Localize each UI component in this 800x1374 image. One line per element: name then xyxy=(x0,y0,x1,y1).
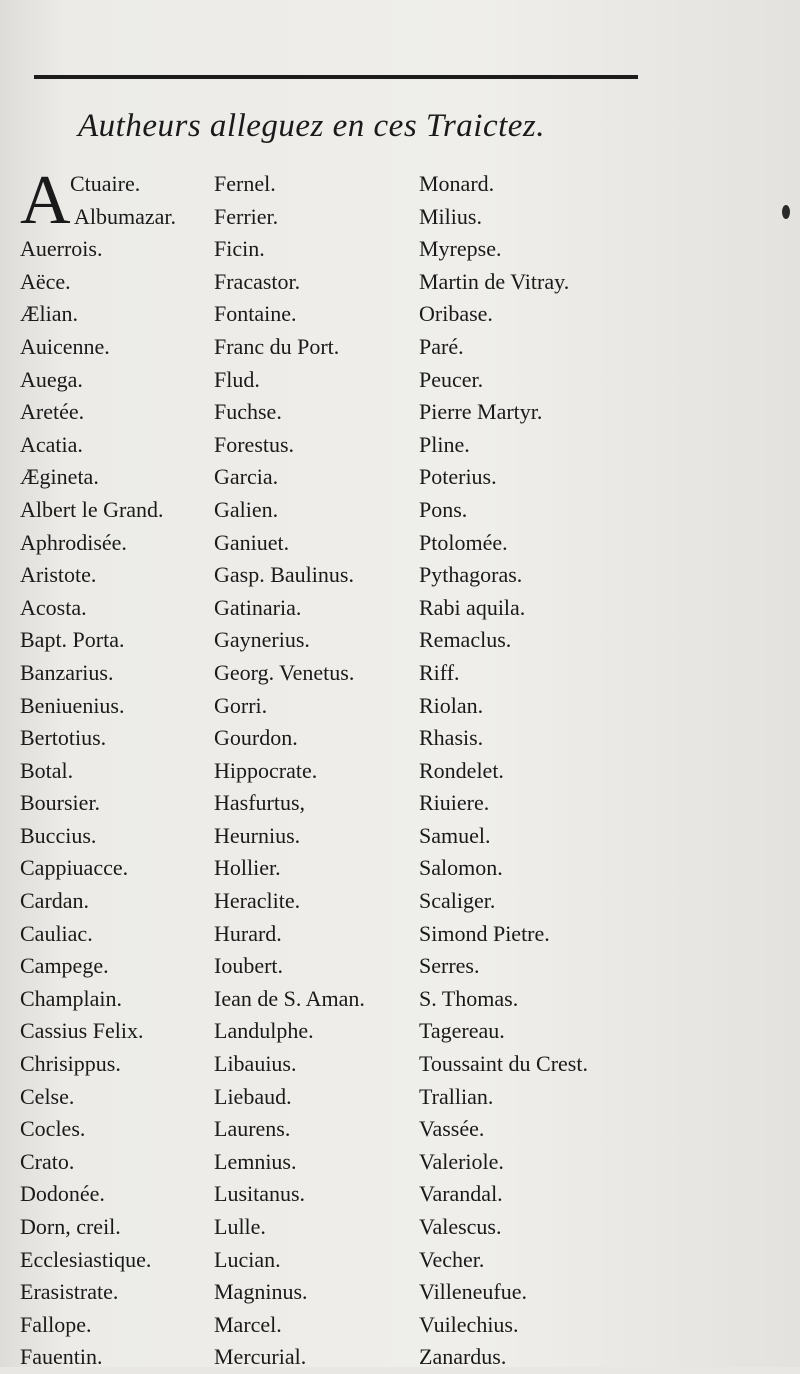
author-entry: Marcel. xyxy=(214,1311,282,1337)
author-entry: Lucian. xyxy=(214,1246,281,1272)
author-entry: Acosta. xyxy=(20,594,87,620)
author-entry: Albert le Grand. xyxy=(20,496,164,522)
author-entry: Boursier. xyxy=(20,790,101,816)
author-entry: Pierre Martyr. xyxy=(419,399,543,425)
author-entry: Beniuenius. xyxy=(20,692,125,718)
author-entry: Monard. xyxy=(419,171,495,196)
author-entry: Gatinaria. xyxy=(214,594,302,620)
author-entry: Celse. xyxy=(20,1083,75,1109)
author-entry: Rhasis. xyxy=(419,725,484,751)
author-entry: Riuiere. xyxy=(419,790,490,816)
author-entry: Franc du Port. xyxy=(214,333,340,359)
author-entry: Zanardus. xyxy=(419,1344,507,1370)
author-entry: Ptolomée. xyxy=(419,529,508,555)
author-entry: Ganiuet. xyxy=(214,529,290,555)
author-entry: Iean de S. Aman. xyxy=(214,985,365,1011)
author-entry: Pythagoras. xyxy=(419,562,523,588)
author-entry: Fontaine. xyxy=(214,301,297,327)
author-entry: Valescus. xyxy=(419,1214,502,1239)
author-entry: Champlain. xyxy=(20,985,123,1011)
author-entry: Galien. xyxy=(214,496,279,522)
author-entry: S. Thomas. xyxy=(419,985,519,1011)
author-entry: Pline. xyxy=(419,431,470,457)
author-entry: Aristote. xyxy=(20,562,97,588)
author-entry: Erasistrate. xyxy=(20,1279,119,1305)
author-entry: Buccius. xyxy=(20,822,97,848)
author-entry: Poterius. xyxy=(419,464,497,490)
author-entry: Riolan. xyxy=(419,692,484,718)
author-entry: Rondelet. xyxy=(419,757,504,783)
page-title: Autheurs alleguez en ces Traictez. xyxy=(78,108,546,144)
author-entry: Ægineta. xyxy=(20,464,99,490)
author-column-2 xyxy=(214,168,424,1374)
author-entry: Lusitanus. xyxy=(214,1181,306,1207)
author-entry: Serres. xyxy=(419,953,480,979)
dropcap-entry-1: Ctuaire. xyxy=(70,171,141,196)
author-entry: Fallope. xyxy=(20,1311,92,1337)
author-entry: Hurard. xyxy=(214,920,282,946)
ink-smudge xyxy=(782,205,790,219)
author-entry: Libauius. xyxy=(214,1051,297,1077)
author-entry: Pons. xyxy=(419,496,468,522)
author-entry: Bapt. Porta. xyxy=(20,627,125,653)
author-entry: Ferrier. xyxy=(214,203,279,229)
author-entry: Villeneufue. xyxy=(419,1279,528,1305)
author-entry: Milius. xyxy=(419,203,482,229)
author-entry: Aëce. xyxy=(20,268,71,294)
author-entry: Banzarius. xyxy=(20,659,114,685)
author-entry: Cauliac. xyxy=(20,920,93,946)
author-entry: Hasfurtus, xyxy=(214,790,306,816)
author-entry: Myrepse. xyxy=(419,236,502,262)
author-entry: Cocles. xyxy=(20,1116,86,1142)
author-entry: Heurnius. xyxy=(214,822,301,848)
author-entry: Flud. xyxy=(214,366,260,392)
author-entry: Trallian. xyxy=(419,1083,494,1109)
author-entry: Hippocrate. xyxy=(214,757,318,783)
author-entry: Rabi aquila. xyxy=(419,594,526,620)
dropcap-letter: A xyxy=(20,162,71,239)
author-entry: Samuel. xyxy=(419,822,491,848)
author-entry: Hollier. xyxy=(214,855,281,881)
author-entry: Fracastor. xyxy=(214,268,301,294)
author-entry: Auega. xyxy=(20,366,83,392)
author-entry: Simond Pietre. xyxy=(419,920,550,946)
author-entry: Martin de Vitray. xyxy=(419,268,570,294)
author-entry: Ecclesiastique. xyxy=(20,1246,152,1272)
author-entry: Vassée. xyxy=(419,1116,485,1142)
author-entry: Cassius Felix. xyxy=(20,1018,144,1044)
author-entry: Tagereau. xyxy=(419,1018,505,1044)
header-rule xyxy=(34,75,638,79)
dropcap-entry-2: Albumazar. xyxy=(74,203,177,229)
author-entry: Landulphe. xyxy=(214,1018,314,1044)
author-entry: Chrisippus. xyxy=(20,1051,121,1077)
author-entry: Remaclus. xyxy=(419,627,512,653)
author-column-3 xyxy=(419,168,659,1374)
author-entry: Ficin. xyxy=(214,236,265,262)
author-entry: Cardan. xyxy=(20,888,90,914)
author-entry: Salomon. xyxy=(419,855,503,881)
author-entry: Toussaint du Crest. xyxy=(419,1051,588,1077)
author-entry: Forestus. xyxy=(214,431,295,457)
author-entry: Auerrois. xyxy=(20,236,103,262)
author-entry: Gasp. Baulinus. xyxy=(214,562,354,588)
author-column-1 xyxy=(20,162,215,1374)
author-entry: Fernel. xyxy=(214,171,276,196)
author-entry: Gaynerius. xyxy=(214,627,310,653)
author-entry: Fauentin. xyxy=(20,1344,103,1370)
author-entry: Gourdon. xyxy=(214,725,298,751)
author-entry: Valeriole. xyxy=(419,1148,504,1174)
author-entry: Vecher. xyxy=(419,1246,485,1272)
author-entry: Lemnius. xyxy=(214,1148,297,1174)
author-entry: Bertotius. xyxy=(20,725,107,751)
author-entry: Georg. Venetus. xyxy=(214,659,355,685)
author-entry: Aretée. xyxy=(20,399,85,425)
author-entry: Magninus. xyxy=(214,1279,308,1305)
author-entry: Ælian. xyxy=(20,301,79,327)
author-entry: Mercurial. xyxy=(214,1344,307,1370)
author-entry: Aphrodisée. xyxy=(20,529,127,555)
author-entry: Gorri. xyxy=(214,692,268,718)
author-entry: Lulle. xyxy=(214,1214,266,1239)
author-entry: Campege. xyxy=(20,953,109,979)
author-entry: Liebaud. xyxy=(214,1083,292,1109)
author-entry: Cappiuacce. xyxy=(20,855,129,881)
author-entry: Vuilechius. xyxy=(419,1311,519,1337)
author-entry: Dorn, creil. xyxy=(20,1214,121,1239)
author-entry: Dodonée. xyxy=(20,1181,105,1207)
author-entry: Crato. xyxy=(20,1148,75,1174)
author-entry: Laurens. xyxy=(214,1116,291,1142)
author-entry: Botal. xyxy=(20,757,74,783)
author-entry: Scaliger. xyxy=(419,888,496,914)
author-entry: Heraclite. xyxy=(214,888,301,914)
author-entry: Peucer. xyxy=(419,366,484,392)
author-entry: Garcia. xyxy=(214,464,279,490)
author-entry: Acatia. xyxy=(20,431,83,457)
author-entry: Paré. xyxy=(419,333,464,359)
author-entry: Fuchse. xyxy=(214,399,282,425)
author-entry: Auicenne. xyxy=(20,333,110,359)
dropcap-block xyxy=(20,162,215,239)
author-entry: Oribase. xyxy=(419,301,493,327)
author-entry: Ioubert. xyxy=(214,953,284,979)
author-entry: Riff. xyxy=(419,659,460,685)
author-entry: Varandal. xyxy=(419,1181,503,1207)
